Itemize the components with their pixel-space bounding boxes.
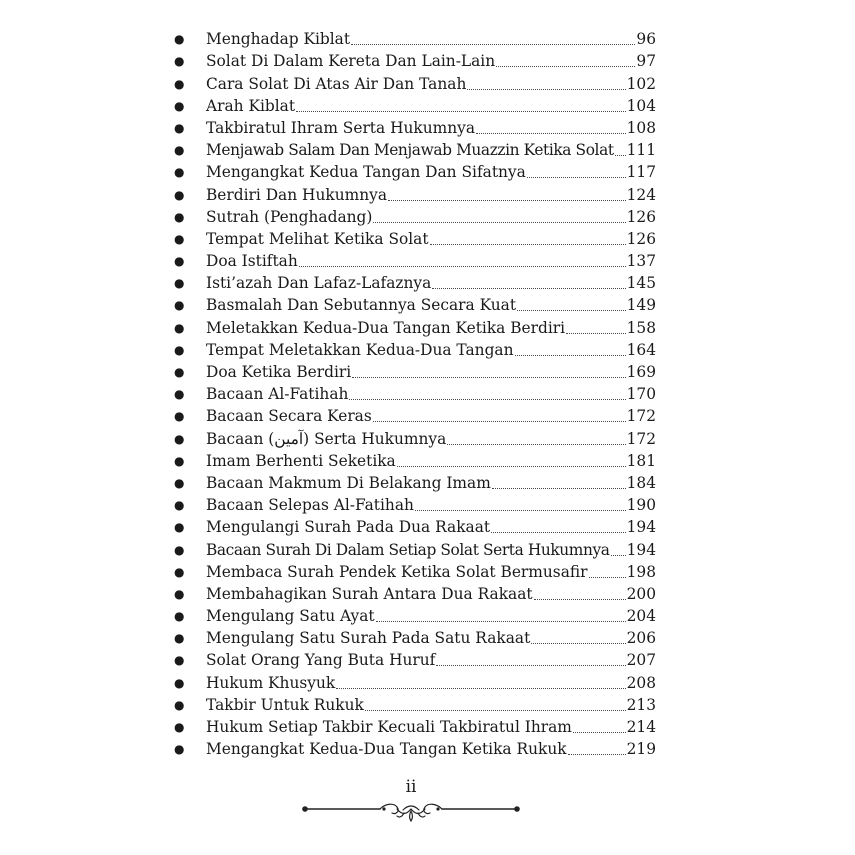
toc-entry bbox=[172, 470, 656, 492]
toc-entry-title: Mengulang Satu Ayat bbox=[206, 607, 375, 626]
dot-leader bbox=[611, 554, 626, 556]
bullet-icon: ● bbox=[174, 98, 185, 113]
dot-leader bbox=[299, 265, 626, 267]
toc-entry-title: Berdiri Dan Hukumnya bbox=[206, 185, 387, 204]
toc-entry bbox=[172, 70, 656, 92]
dot-leader bbox=[365, 709, 626, 711]
toc-entry bbox=[172, 647, 656, 669]
dot-leader bbox=[436, 664, 625, 666]
toc-entry-page: 200 bbox=[626, 584, 656, 603]
toc-entry-page: 181 bbox=[626, 451, 656, 470]
dot-leader bbox=[415, 509, 626, 511]
toc-entry bbox=[172, 492, 656, 514]
toc-entry-title: Imam Berhenti Seketika bbox=[206, 451, 396, 470]
toc-entry bbox=[172, 137, 656, 159]
toc-entry bbox=[172, 536, 656, 558]
bullet-icon: ● bbox=[174, 675, 185, 690]
bullet-icon: ● bbox=[174, 631, 185, 646]
dot-leader bbox=[352, 376, 625, 378]
toc-entry-title: Doa Ketika Berdiri bbox=[206, 363, 352, 381]
toc-entry-page: 158 bbox=[626, 318, 656, 337]
dot-leader bbox=[515, 354, 626, 356]
toc-entry bbox=[172, 359, 656, 381]
toc-entry-title: Hukum Khusyuk bbox=[206, 673, 336, 692]
toc-entry-page: 169 bbox=[626, 363, 656, 381]
toc-entry-page: 96 bbox=[636, 30, 656, 49]
bullet-icon: ● bbox=[174, 409, 185, 424]
toc-entry-title: Membahagikan Surah Antara Dua Rakaat bbox=[206, 584, 533, 603]
toc-entry-title: Mengulangi Surah Pada Dua Rakaat bbox=[206, 518, 491, 537]
toc-entry-title: Bacaan Surah Di Dalam Setiap Solat Serta Hukumnya bbox=[206, 540, 610, 559]
toc-entry-page: 214 bbox=[626, 718, 656, 736]
toc-entry-page: 194 bbox=[626, 518, 656, 537]
toc-entry bbox=[172, 736, 656, 758]
dot-leader bbox=[430, 243, 626, 245]
toc-entry bbox=[172, 625, 656, 647]
dot-leader bbox=[573, 731, 626, 733]
dot-leader bbox=[349, 398, 625, 400]
toc-entry bbox=[172, 381, 656, 403]
toc-entry-title: Menjawab Salam Dan Menjawab Muazzin Ketika Solat bbox=[206, 141, 614, 160]
toc-entry bbox=[172, 448, 656, 470]
toc-entry-title: Solat Orang Yang Buta Huruf bbox=[206, 651, 436, 670]
toc-entry-title: Basmalah Dan Sebutannya Secara Kuat bbox=[206, 296, 517, 315]
toc-entry-page: 194 bbox=[626, 540, 656, 559]
toc-entry-title: Sutrah (Penghadang) bbox=[206, 207, 373, 226]
toc-entry bbox=[172, 248, 656, 270]
page-footer bbox=[300, 775, 522, 825]
page-number: ii bbox=[405, 777, 417, 797]
dot-leader bbox=[615, 154, 626, 156]
toc-entry-page: 104 bbox=[626, 96, 656, 115]
toc-entry-page: 172 bbox=[626, 429, 656, 448]
toc-entry-title: Arah Kiblat bbox=[206, 96, 296, 115]
toc-entry bbox=[172, 115, 656, 137]
toc-entry-title: Bacaan Selepas Al-Fatihah bbox=[206, 496, 414, 515]
toc-entry-page: 207 bbox=[626, 651, 656, 670]
toc-entry bbox=[172, 603, 656, 625]
bullet-icon: ● bbox=[174, 387, 185, 402]
toc-entry-page: 219 bbox=[626, 740, 656, 759]
bullet-icon: ● bbox=[174, 653, 185, 668]
toc-entry-page: 108 bbox=[626, 118, 656, 137]
bullet-icon: ● bbox=[174, 143, 185, 158]
toc-entry bbox=[172, 714, 656, 736]
toc-entry bbox=[172, 181, 656, 203]
toc-entry-page: 204 bbox=[626, 607, 656, 626]
toc-entry-page: 149 bbox=[626, 296, 656, 315]
toc-entry bbox=[172, 669, 656, 691]
toc-entry-title: Meletakkan Kedua-Dua Tangan Ketika Berdiri bbox=[206, 318, 566, 337]
bullet-icon: ● bbox=[174, 586, 185, 601]
toc-entry bbox=[172, 514, 656, 536]
dot-leader bbox=[492, 487, 626, 489]
toc-entry-title: Takbiratul Ihram Serta Hukumnya bbox=[206, 118, 476, 137]
toc-entry-page: 206 bbox=[626, 629, 656, 648]
dot-leader bbox=[373, 221, 625, 223]
bullet-icon: ● bbox=[174, 298, 185, 313]
toc-entry-title: Tempat Melihat Ketika Solat bbox=[206, 229, 429, 248]
bullet-icon: ● bbox=[174, 276, 185, 291]
toc-entry bbox=[172, 692, 656, 714]
toc-entry-title: Bacaan Makmum Di Belakang Imam bbox=[206, 473, 491, 492]
toc-entry-page: 213 bbox=[626, 695, 656, 714]
toc-entry bbox=[172, 226, 656, 248]
toc-entry-page: 190 bbox=[626, 496, 656, 515]
toc-entry bbox=[172, 559, 656, 581]
dot-leader bbox=[351, 43, 635, 45]
bullet-icon: ● bbox=[174, 165, 185, 180]
toc-entry bbox=[172, 48, 656, 70]
dot-leader bbox=[589, 576, 626, 578]
dot-leader bbox=[467, 88, 625, 90]
toc-entry-title: Bacaan Secara Keras bbox=[206, 407, 372, 426]
dot-leader bbox=[336, 687, 625, 689]
toc-entry-title: Bacaan Al-Fatihah bbox=[206, 385, 349, 404]
dot-leader bbox=[388, 199, 626, 201]
bullet-icon: ● bbox=[174, 720, 185, 734]
bullet-icon: ● bbox=[174, 609, 185, 624]
toc-entry-title: Menghadap Kiblat bbox=[206, 30, 351, 49]
dot-leader bbox=[447, 443, 625, 445]
toc-entry bbox=[172, 581, 656, 603]
bullet-icon: ● bbox=[174, 475, 185, 490]
toc-entry-title: Isti’azah Dan Lafaz-Lafaznya bbox=[206, 274, 432, 293]
dot-leader bbox=[491, 531, 626, 533]
toc-entry-title: Doa Istiftah bbox=[206, 252, 298, 271]
bullet-icon: ● bbox=[174, 431, 185, 446]
dot-leader bbox=[566, 332, 626, 334]
toc-entry bbox=[172, 93, 656, 115]
bullet-icon: ● bbox=[174, 453, 185, 468]
bullet-icon: ● bbox=[174, 231, 185, 246]
toc-entry bbox=[172, 292, 656, 314]
toc-entry-title: Solat Di Dalam Kereta Dan Lain-Lain bbox=[206, 52, 496, 71]
dot-leader bbox=[527, 176, 626, 178]
dot-leader bbox=[397, 465, 626, 467]
toc-entry bbox=[172, 403, 656, 425]
toc-entry-title: Hukum Setiap Takbir Kecuali Takbiratul Ihram bbox=[206, 718, 572, 736]
toc-entry-page: 198 bbox=[626, 562, 656, 581]
dot-leader bbox=[376, 620, 626, 622]
toc-entry-title: Membaca Surah Pendek Ketika Solat Bermusafir bbox=[206, 562, 588, 581]
dot-leader bbox=[517, 309, 626, 311]
bullet-icon: ● bbox=[174, 697, 185, 712]
toc-entry-page: 170 bbox=[626, 385, 656, 404]
bullet-icon: ● bbox=[174, 564, 185, 579]
table-of-contents bbox=[172, 26, 656, 758]
toc-entry-page: 111 bbox=[626, 141, 656, 160]
bullet-icon: ● bbox=[174, 342, 185, 357]
bullet-icon: ● bbox=[174, 254, 185, 269]
toc-entry-page: 117 bbox=[626, 163, 656, 182]
toc-entry bbox=[172, 204, 656, 226]
toc-entry-page: 184 bbox=[626, 473, 656, 492]
dot-leader bbox=[568, 753, 626, 755]
bullet-icon: ● bbox=[174, 32, 185, 47]
toc-entry-title: Cara Solat Di Atas Air Dan Tanah bbox=[206, 74, 467, 93]
bullet-icon: ● bbox=[174, 365, 185, 379]
bullet-icon: ● bbox=[174, 320, 185, 335]
dot-leader bbox=[373, 420, 626, 422]
toc-entry bbox=[172, 425, 656, 447]
toc-entry bbox=[172, 337, 656, 359]
toc-entry-title: Mengangkat Kedua-Dua Tangan Ketika Rukuk bbox=[206, 740, 567, 759]
toc-entry-page: 126 bbox=[626, 207, 656, 226]
toc-entry-page: 145 bbox=[626, 274, 656, 293]
dot-leader bbox=[432, 287, 625, 289]
bullet-icon: ● bbox=[174, 209, 185, 224]
toc-entry bbox=[172, 159, 656, 181]
toc-entry-page: 102 bbox=[626, 74, 656, 93]
toc-entry-title: Mengangkat Kedua Tangan Dan Sifatnya bbox=[206, 163, 526, 182]
bullet-icon: ● bbox=[174, 520, 185, 535]
dot-leader bbox=[496, 65, 635, 67]
toc-entry-page: 208 bbox=[626, 673, 656, 692]
bullet-icon: ● bbox=[174, 542, 185, 557]
bullet-icon: ● bbox=[174, 742, 185, 757]
toc-entry-page: 137 bbox=[626, 252, 656, 271]
dot-leader bbox=[531, 642, 625, 644]
bullet-icon: ● bbox=[174, 120, 185, 135]
toc-entry-page: 126 bbox=[626, 229, 656, 248]
toc-entry bbox=[172, 270, 656, 292]
toc-entry-page: 172 bbox=[626, 407, 656, 426]
toc-entry-title: Bacaan (آمين) Serta Hukumnya bbox=[206, 429, 447, 448]
bullet-icon: ● bbox=[174, 54, 185, 69]
dot-leader bbox=[476, 132, 626, 134]
dot-leader bbox=[534, 598, 626, 600]
toc-entry-page: 97 bbox=[636, 52, 656, 71]
toc-entry-page: 164 bbox=[626, 340, 656, 359]
toc-entry-title: Takbir Untuk Rukuk bbox=[206, 695, 364, 714]
bullet-icon: ● bbox=[174, 187, 185, 202]
toc-entry bbox=[172, 314, 656, 336]
toc-entry-page: 124 bbox=[626, 185, 656, 204]
bullet-icon: ● bbox=[174, 76, 185, 91]
toc-entry-title: Mengulang Satu Surah Pada Satu Rakaat bbox=[206, 629, 531, 648]
toc-entry-title: Tempat Meletakkan Kedua-Dua Tangan bbox=[206, 340, 514, 359]
toc-entry bbox=[172, 26, 656, 48]
dot-leader bbox=[296, 110, 626, 112]
bullet-icon: ● bbox=[174, 498, 185, 513]
